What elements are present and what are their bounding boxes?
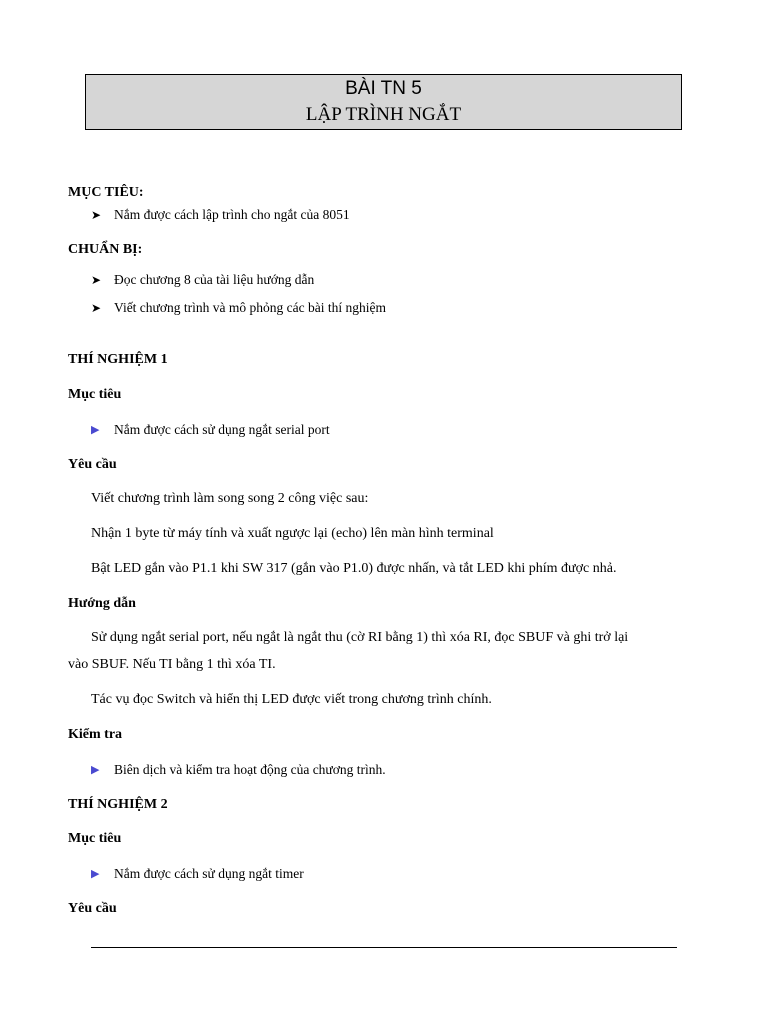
experiment2-req-heading: Yêu cầu bbox=[68, 901, 117, 916]
experiment1-req-paragraph: Nhận 1 byte từ máy tính và xuất ngược lại (echo) lên màn hình terminal bbox=[91, 526, 494, 541]
experiment1-guide-line: Sử dụng ngắt serial port, nếu ngắt là ngắt thu (cờ RI bằng 1) thì xóa RI, đọc SBUF và ghi trở lại bbox=[91, 630, 629, 645]
triangle-bullet-icon: ▶ bbox=[91, 764, 100, 776]
experiment1-guide-line: Tác vụ đọc Switch và hiển thị LED được viết trong chương trình chính. bbox=[91, 692, 492, 707]
experiment2-heading: THÍ NGHIỆM 2 bbox=[68, 797, 168, 812]
preparation-item: Đọc chương 8 của tài liệu hướng dẫn bbox=[114, 272, 315, 287]
triangle-bullet-icon: ▶ bbox=[91, 424, 100, 436]
experiment1-check-heading: Kiểm tra bbox=[68, 727, 123, 742]
arrow-bullet-icon: ➤ bbox=[91, 273, 102, 287]
experiment1-guide-heading: Hướng dẫn bbox=[68, 596, 136, 611]
preparation-item: Viết chương trình và mô phỏng các bài thí nghiệm bbox=[114, 300, 386, 315]
experiment2-goal-heading: Mục tiêu bbox=[68, 831, 122, 846]
experiment1-req-paragraph: Viết chương trình làm song song 2 công việc sau: bbox=[91, 491, 369, 506]
triangle-bullet-icon: ▶ bbox=[91, 868, 100, 880]
preparation-heading: CHUẨN BỊ: bbox=[68, 242, 143, 257]
experiment1-goal-item: Nắm được cách sử dụng ngắt serial port bbox=[114, 422, 330, 437]
objectives-heading: MỤC TIÊU: bbox=[68, 185, 144, 200]
title-line-2: LẬP TRÌNH NGẮT bbox=[305, 104, 462, 125]
experiment1-check-item: Biên dịch và kiểm tra hoạt động của chương trình. bbox=[114, 762, 386, 777]
objective-item: Nắm được cách lập trình cho ngắt của 8051 bbox=[114, 207, 350, 222]
experiment1-req-paragraph: Bật LED gắn vào P1.1 khi SW 317 (gắn vào P1.0) được nhấn, và tắt LED khi phím được nhả. bbox=[91, 561, 617, 576]
experiment1-guide-line: vào SBUF. Nếu TI bằng 1 thì xóa TI. bbox=[68, 657, 276, 672]
arrow-bullet-icon: ➤ bbox=[91, 301, 102, 315]
experiment2-goal-item: Nắm được cách sử dụng ngắt timer bbox=[114, 866, 304, 881]
experiment1-goal-heading: Mục tiêu bbox=[68, 387, 122, 402]
experiment1-heading: THÍ NGHIỆM 1 bbox=[68, 352, 168, 367]
arrow-bullet-icon: ➤ bbox=[91, 208, 102, 222]
title-box bbox=[85, 74, 682, 130]
experiment1-req-heading: Yêu cầu bbox=[68, 457, 117, 472]
footer-divider bbox=[91, 947, 677, 948]
title-line-1: BÀI TN 5 bbox=[345, 78, 422, 99]
